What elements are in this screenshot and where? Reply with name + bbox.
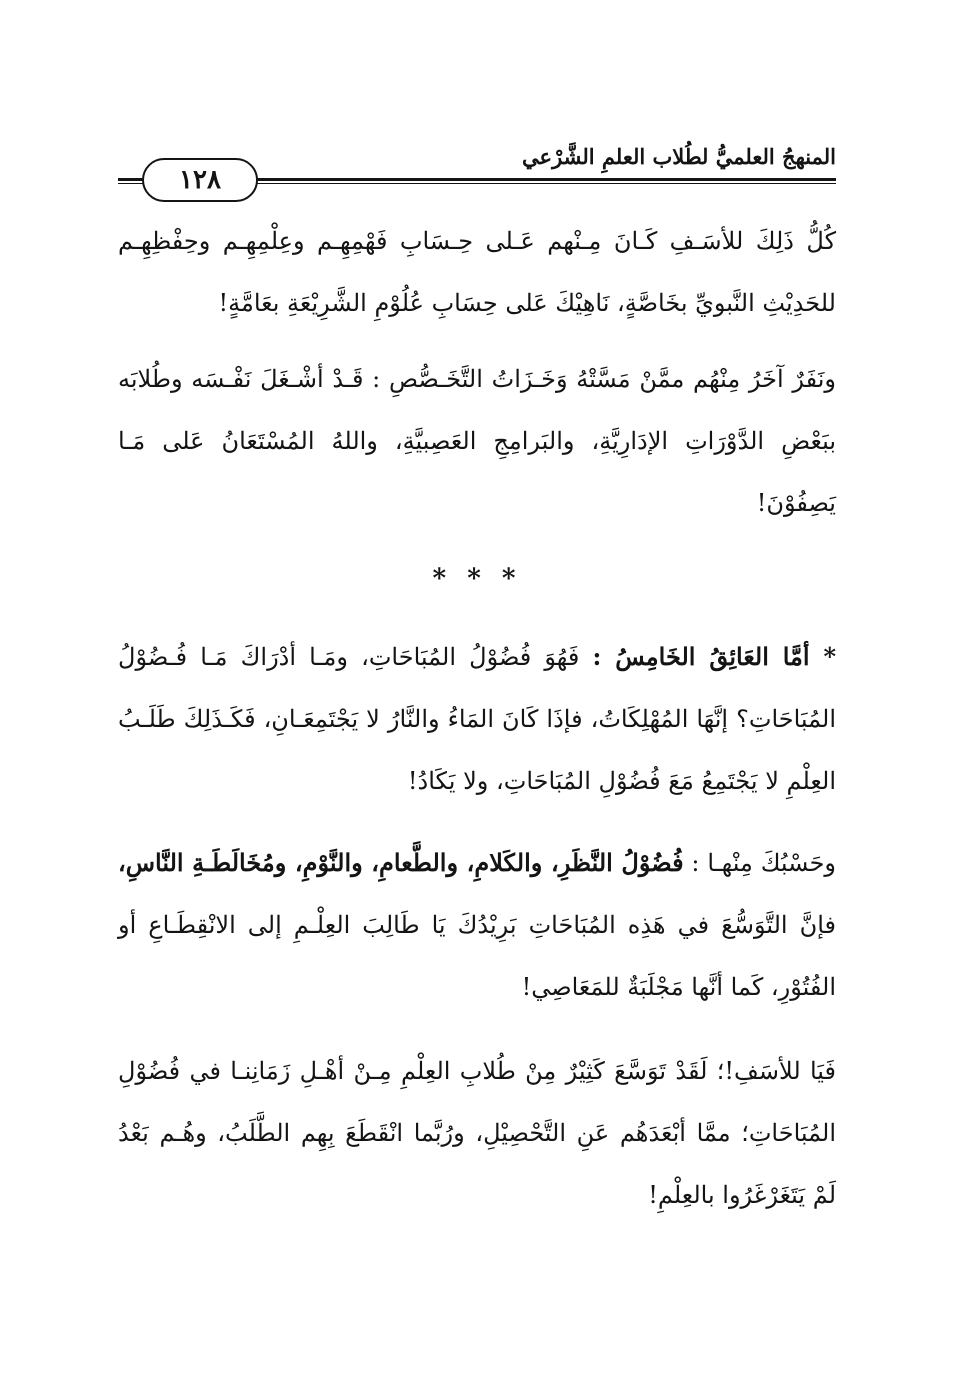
paragraph-3 (118, 626, 836, 812)
running-header-title: المنهجُ العلميُّ لطُلاب العلمِ الشَّرْعي (522, 144, 836, 169)
paragraph-4 (118, 832, 836, 1018)
paragraph-4-text: فإنَّ التَّوَسُّعَ في هَذِه المُبَاحَاتِ بَرِيْدُكَ يَا طَالِبَ العِلْـمِ إلى الانْقِطَـاعِ أو الفُتُوْرِ، كَما أنَّها مَجْلَبَةٌ للمَعَاصِي! (118, 911, 836, 1001)
section-separator: * * * (432, 564, 522, 594)
paragraph-2: ونَفَرٌ آخَرُ مِنْهُم ممَّنْ مَسَّتْهُ وَخَـزَاتُ التَّخَـصُّصِ : قَـدْ أشْـغَلَ نَفْـسَه وطُلابَه ببَعْضِ الدَّوْرَاتِ الإدَارِيَّةِ، والبَرامِجِ العَصِبيَّةِ، واللهُ المُسْتَعَانُ عَلى مَـا يَصِفُوْنَ! (118, 365, 836, 517)
page-number: ١٢٨ (142, 158, 258, 202)
paragraph-3-lead: * أمَّا العَائِقُ الخَامِسُ : (592, 642, 837, 671)
paragraph-4-list: فُضُوْلُ النَّظَرِ، والكَلامِ، والطَّعامِ، والنَّوْمِ، ومُخَالَطَـةِ النَّاسِ، (118, 848, 684, 877)
paragraph-3-text: فَهُوَ فُضُوْلُ المُبَاحَاتِ، ومَـا أدْرَاكَ مَـا فُـضُوْلُ المُبَاحَاتِ؟ إنَّهَا المُهْلِكَاتُ، فإذَا كَانَ المَاءُ والنَّارُ لا يَجْتَمِعَـانِ، فَكَـذَلِكَ طَلَـبُ العِلْمِ لا يَجْتَمِعُ مَعَ فُضُوْلِ المُبَاحَاتِ، ولا يَكَادُ! (118, 643, 836, 795)
paragraph-4-lead: وحَسْبُكَ مِنْهـا : (683, 849, 836, 877)
paragraph-1: كُلُّ ذَلِكَ للأسَـفِ كَـانَ مِـنْهم عَـلى حِـسَابِ فَهْمِهِـم وعِلْمِهِـم وحِفْظِهِـم للحَدِيْثِ النَّبويِّ بخَاصَّةٍ، نَاهِيْكَ عَلى حِسَابِ عُلُوْمِ الشَّرِيْعَةِ بعَامَّةٍ! (118, 227, 836, 317)
paragraph-5: فَيَا للأسَفِ!؛ لَقَدْ تَوَسَّعَ كَثِيْرٌ مِنْ طُلابِ العِلْمِ مِـنْ أهْـلِ زَمَانِنـا في فُضُوْلِ المُبَاحَاتِ؛ ممَّا أبْعَدَهُم عَنِ التَّحْصِيْلِ، ورُبَّما انْقَطَعَ بِهِم الطَّلَبُ، وهُـم بَعْدُ لَمْ يَتَغَرْغَرُوا بالعِلْمِ! (118, 1057, 836, 1209)
